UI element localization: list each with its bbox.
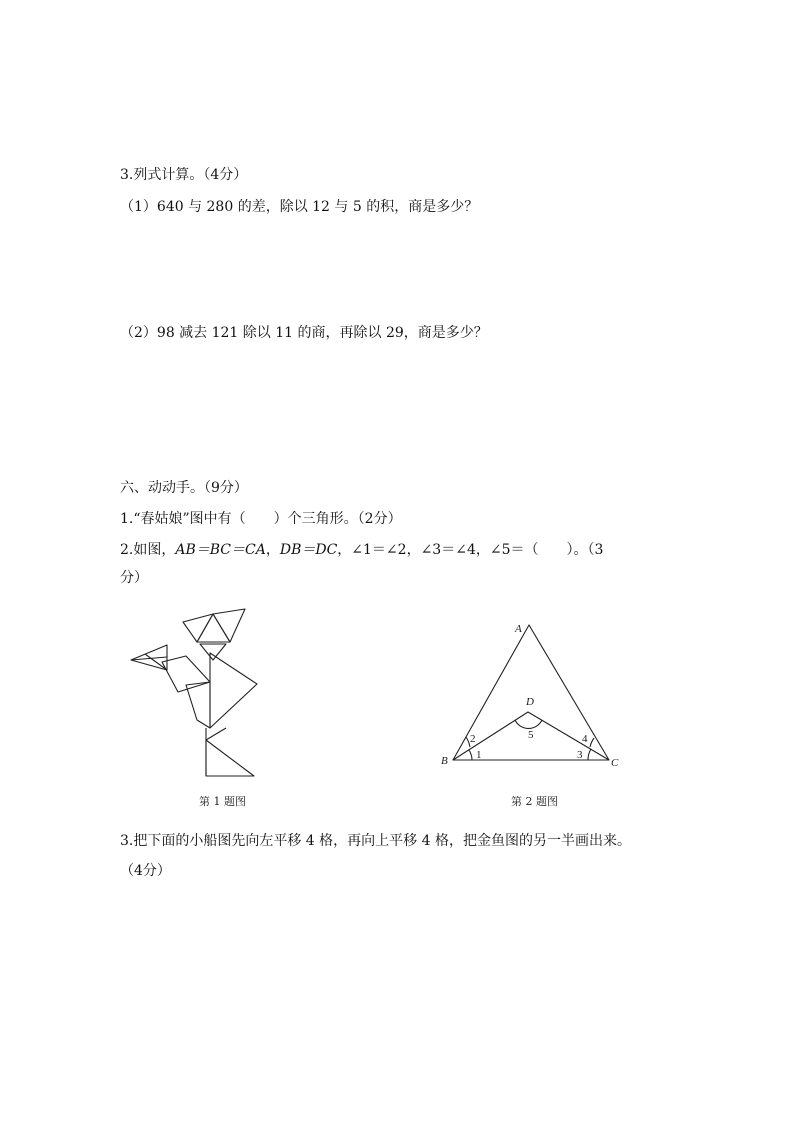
hat-triangle-right (213, 609, 245, 642)
label-a: A (515, 623, 522, 635)
section-6-question-3-tail: （4分） (120, 863, 171, 879)
angle-label-3: 3 (577, 749, 583, 761)
q2-equation-2: DB＝DC (279, 542, 338, 558)
q2-equation-1: AB＝BC＝CA (175, 542, 266, 558)
question-3-part-2: （2）98 减去 121 除以 11 的商，再除以 29，商是多少？ (120, 325, 488, 341)
question-3-title: 3.列式计算。（4分） (120, 167, 248, 183)
label-d: D (526, 696, 534, 708)
angle-5-arc (515, 720, 542, 728)
figure-1-spring-girl (125, 600, 275, 785)
q2-rest: ，∠1＝∠2，∠3＝∠4，∠5＝（ ）。（3 (337, 542, 604, 558)
angle-3-arc (588, 749, 591, 760)
angle-4-arc (590, 738, 594, 747)
section-6-question-2 (120, 540, 603, 560)
question-3-part-1: （1）640 与 280 的差，除以 12 与 5 的积，商是多少？ (120, 199, 479, 215)
label-b: B (441, 755, 448, 767)
leg-triangle (206, 740, 254, 776)
head-triangle (200, 644, 226, 660)
section-6-title: 六、动动手。（9分） (120, 480, 248, 496)
hat-triangle-middle (197, 614, 230, 642)
figure-2-caption: 第 2 题图 (511, 795, 558, 808)
hat-triangle-left (183, 614, 213, 642)
body-large-triangle (210, 653, 257, 728)
q2-prefix: 2.如图， (120, 542, 176, 558)
angle-1-arc (469, 750, 472, 760)
angle-label-2: 2 (470, 733, 476, 745)
angle-label-4: 4 (582, 733, 588, 745)
figure-2-triangle (435, 615, 630, 775)
angle-label-1: 1 (476, 749, 482, 761)
label-c: C (611, 757, 619, 769)
angle-label-5: 5 (528, 729, 534, 741)
figure-1-caption: 第 1 题图 (199, 795, 246, 808)
section-6-question-3: 3.把下面的小船图先向左平移 4 格，再向上平移 4 格，把金鱼图的另一半画出来。 (120, 833, 631, 849)
section-6-question-1: 1.“春姑娘”图中有（ ）个三角形。（2分） (120, 511, 402, 527)
q2-separator: ， (265, 542, 280, 558)
section-6-question-2-tail: 分） (120, 570, 148, 586)
